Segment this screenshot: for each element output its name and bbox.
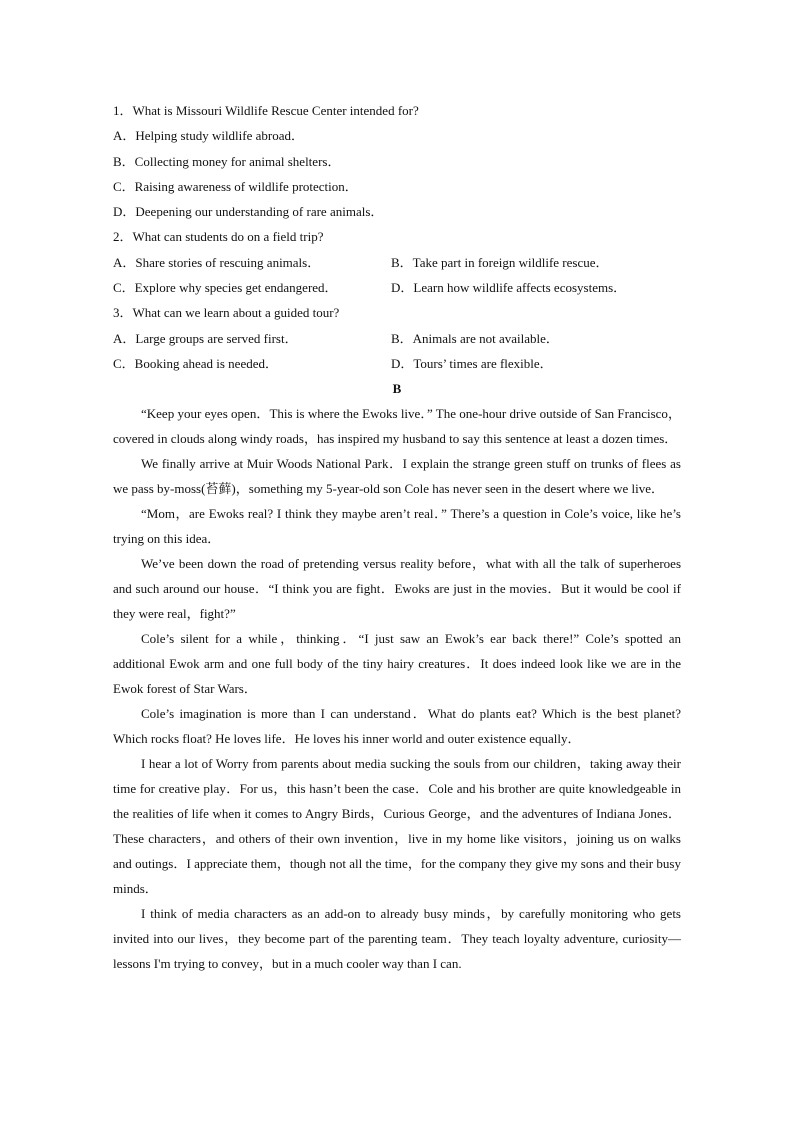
- question-2-option-c: C．Explore why species get endangered．: [113, 280, 338, 296]
- paragraph-1: “Keep your eyes open．This is where the Ewoks live．” The one-hour drive outside of San Francisco，covered in clouds along windy roads，has inspired my husband to say this sentence at least a dozen times．: [113, 406, 681, 447]
- paragraph-3: “Mom，are Ewoks real? I think they maybe aren’t real．” There’s a question in Cole’s voice, like he’s trying on this idea．: [113, 506, 681, 547]
- paragraph-2: We finally arrive at Muir Woods National Park．I explain the strange green stuff on trunks of flees as we pass by-moss(苔藓)，something my 5-year-old son Cole has never seen in the desert where we live．: [113, 456, 681, 497]
- paragraph-5: Cole’s silent for a while，thinking．“I just saw an Ewok’s ear back there!” Cole’s spotted an additional Ewok arm and one full body of the tiny hairy creatures．It does indeed look like we are in the Ewok forest of Star Wars．: [113, 631, 681, 697]
- question-2-row-2: [113, 275, 681, 300]
- question-1-option-b: B．Collecting money for animal shelters．: [113, 153, 341, 169]
- document-page: [113, 0, 681, 976]
- question-1-option-a: A．Helping study wildlife abroad．: [113, 128, 304, 144]
- question-2-option-d: D．Learn how wildlife affects ecosystems．: [391, 280, 627, 296]
- question-1-option-c: C．Raising awareness of wildlife protection．: [113, 178, 358, 194]
- question-2-row-1: [113, 250, 681, 275]
- question-1-stem: 1．What is Missouri Wildlife Rescue Center intended for?: [113, 103, 419, 118]
- question-2-stem: 2．What can students do on a field trip?: [113, 229, 324, 245]
- question-3-row-2: [113, 351, 681, 376]
- paragraph-6: Cole’s imagination is more than I can understand．What do plants eat? Which is the best planet? Which rocks float? He loves life．He loves his inner world and outer existence equally．: [113, 706, 681, 747]
- question-2-option-a: A．Share stories of rescuing animals．: [113, 254, 321, 270]
- question-3-stem: 3．What can we learn about a guided tour?: [113, 305, 340, 321]
- question-3-option-c: C．Booking ahead is needed．: [113, 355, 278, 371]
- paragraph-4: We’ve been down the road of pretending versus reality before，what with all the talk of superheroes and such around our house．“I think you are fight．Ewoks are just in the movies．But it would be cool if they were real，fight?”: [113, 556, 681, 622]
- question-2-option-b: B．Take part in foreign wildlife rescue．: [391, 254, 609, 270]
- paragraph-8: I think of media characters as an add-on to already busy minds，by carefully monitoring who gets invited into our lives，they become part of the parenting team．They teach loyalty adventure, curiosity—lessons I'm trying to convey，but in a much cooler way than I can.: [113, 906, 681, 972]
- question-3-option-a: A．Large groups are served first．: [113, 330, 298, 346]
- question-3-option-b: B．Animals are not available．: [391, 330, 559, 346]
- question-3-option-d: D．Tours’ times are flexible．: [391, 355, 553, 371]
- section-heading: B: [392, 381, 402, 397]
- question-3-row-1: [113, 326, 681, 351]
- question-1-option-d: D．Deepening our understanding of rare animals．: [113, 204, 384, 220]
- paragraph-7: I hear a lot of Worry from parents about media sucking the souls from our children，taking away their time for creative play．For us，this hasn’t been the case．Cole and his brother are quite knowledgeable in the realities of life when it comes to Angry Birds，Curious George，and the adventures of Indiana Jones．These characters，and others of their own invention，live in my home like visitors，joining us on walks and outings．I appreciate them，though not all the time，for the company they give my sons and their busy minds．: [113, 756, 681, 897]
